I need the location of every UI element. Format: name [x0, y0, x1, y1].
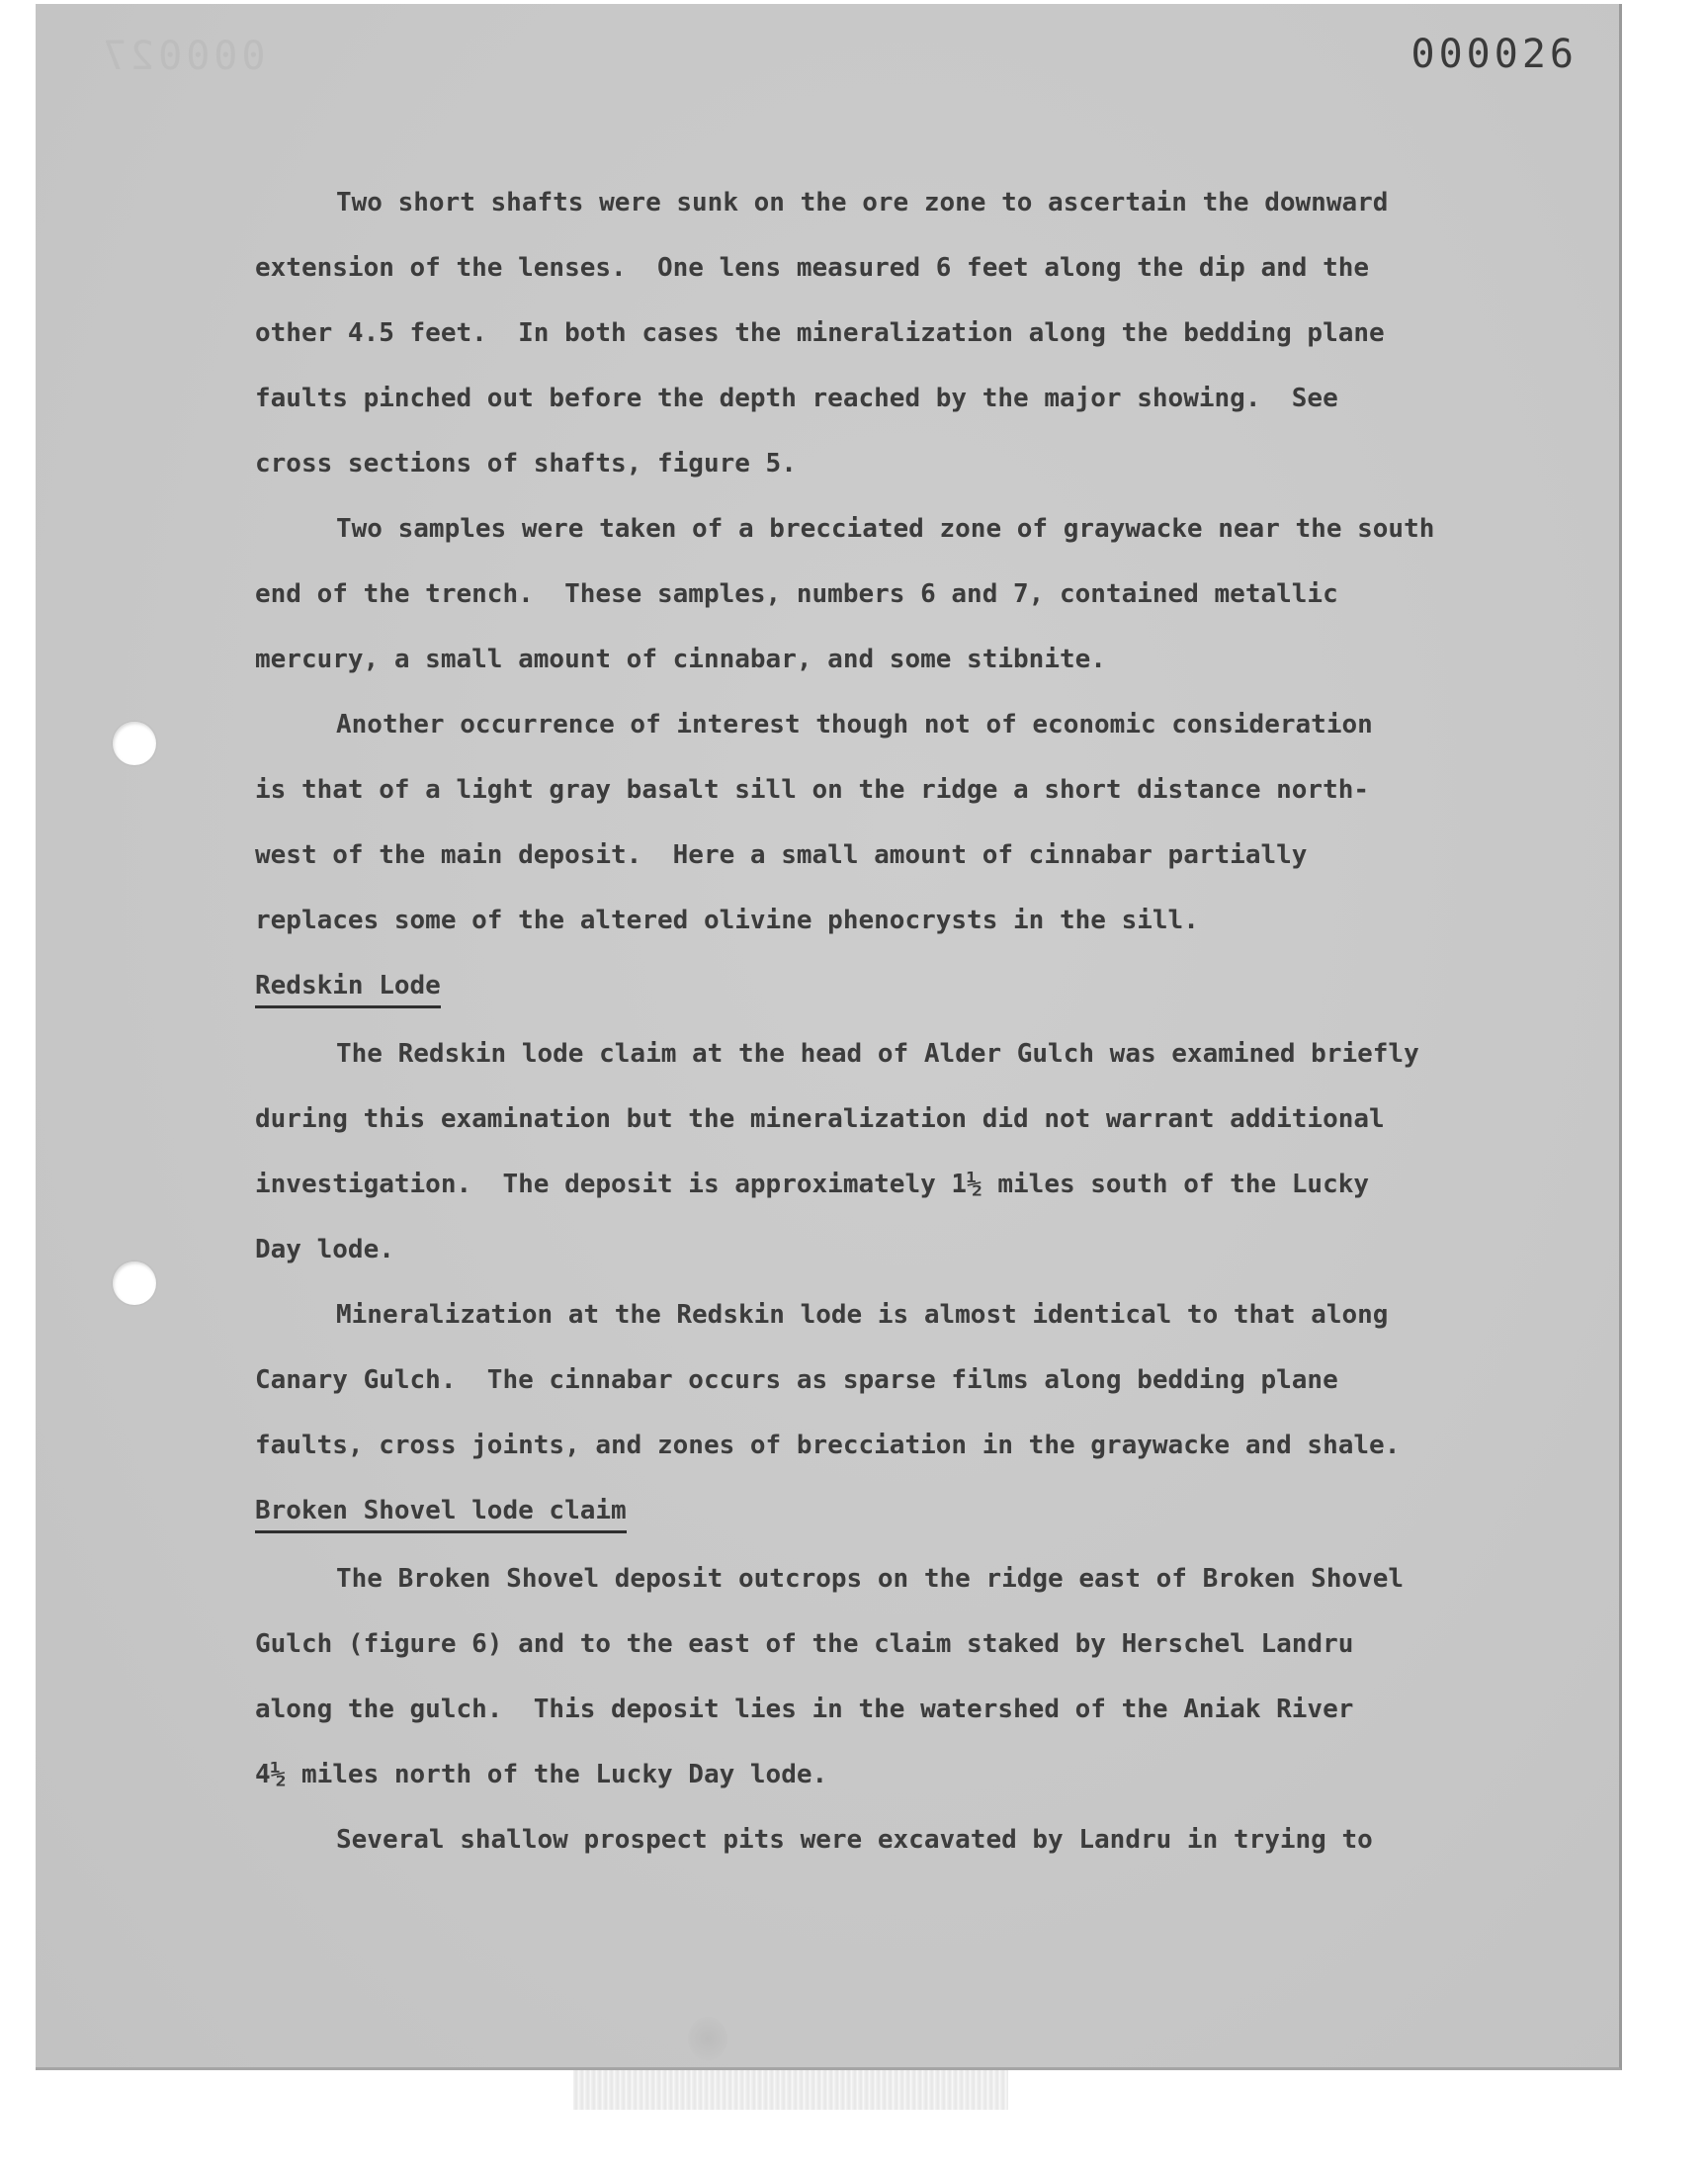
- text-line: investigation. The deposit is approximately 1½ miles south of the Lucky: [255, 1170, 1370, 1199]
- text-line: Day lode.: [255, 1235, 394, 1264]
- paragraph: [255, 1807, 1560, 1872]
- text-line: replaces some of the altered olivine phenocrysts in the sill.: [255, 906, 1199, 935]
- body-text: [255, 170, 1560, 1872]
- text-line: extension of the lenses. One lens measured 6 feet along the dip and the: [255, 253, 1370, 283]
- page-number: 000026: [1410, 32, 1578, 77]
- paragraph: [255, 692, 1560, 953]
- text-line: other 4.5 feet. In both cases the mineralization along the bedding plane: [255, 318, 1385, 348]
- text-line: Two samples were taken of a brecciated zone of graywacke near the south: [336, 514, 1435, 544]
- text-line: 4½ miles north of the Lucky Day lode.: [255, 1760, 828, 1789]
- paragraph: [255, 1021, 1560, 1282]
- punch-hole-top: [113, 722, 156, 765]
- text-line: The Redskin lode claim at the head of Alder Gulch was examined briefly: [336, 1039, 1419, 1069]
- text-line: Gulch (figure 6) and to the east of the claim staked by Herschel Landru: [255, 1629, 1354, 1659]
- heading-broken-shovel: Broken Shovel lode claim: [255, 1491, 627, 1533]
- text-line: Several shallow prospect pits were excavated by Landru in trying to: [336, 1825, 1373, 1855]
- paragraph: [255, 496, 1560, 692]
- text-line: along the gulch. This deposit lies in the watershed of the Aniak River: [255, 1695, 1354, 1724]
- text-line: faults, cross joints, and zones of brecciation in the graywacke and shale.: [255, 1431, 1401, 1460]
- scan-smudge: [688, 2017, 727, 2060]
- scan-artifact-strip: [573, 2070, 1008, 2110]
- scanned-page: [36, 4, 1622, 2070]
- text-line: west of the main deposit. Here a small amount of cinnabar partially: [255, 840, 1308, 870]
- section-broken-shovel: [255, 1546, 1560, 1872]
- section-intro: [255, 170, 1560, 953]
- text-line: cross sections of shafts, figure 5.: [255, 449, 797, 478]
- paragraph: [255, 170, 1560, 496]
- text-line: mercury, a small amount of cinnabar, and some stibnite.: [255, 645, 1106, 674]
- paragraph: [255, 1282, 1560, 1478]
- text-line: faults pinched out before the depth reached by the major showing. See: [255, 384, 1338, 413]
- text-line: during this examination but the mineralization did not warrant additional: [255, 1104, 1385, 1134]
- heading-redskin-lode: Redskin Lode: [255, 966, 441, 1008]
- text-line: The Broken Shovel deposit outcrops on the ridge east of Broken Shovel: [336, 1564, 1405, 1594]
- text-line: end of the trench. These samples, numbers 6 and 7, contained metallic: [255, 579, 1338, 609]
- text-line: Two short shafts were sunk on the ore zone to ascertain the downward: [336, 188, 1389, 218]
- section-redskin: [255, 1021, 1560, 1478]
- paragraph: [255, 1546, 1560, 1807]
- text-line: Mineralization at the Redskin lode is almost identical to that along: [336, 1300, 1389, 1330]
- text-line: Another occurrence of interest though not of economic consideration: [336, 710, 1373, 740]
- bleed-through-page-number: 000027: [99, 34, 266, 79]
- text-line: Canary Gulch. The cinnabar occurs as sparse films along bedding plane: [255, 1365, 1338, 1395]
- punch-hole-bottom: [113, 1262, 156, 1305]
- text-line: is that of a light gray basalt sill on the ridge a short distance north-: [255, 775, 1370, 805]
